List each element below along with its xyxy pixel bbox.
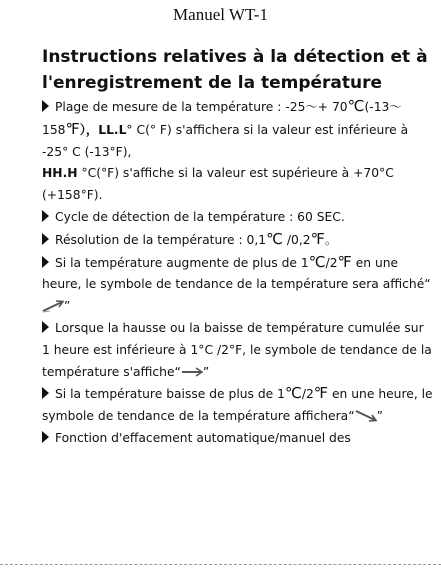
trend-steady-icon [181, 365, 203, 379]
bullet-triangle-icon [42, 321, 49, 333]
page-bottom-rule [0, 564, 441, 565]
bullet-triangle-icon [42, 256, 49, 268]
paragraph-detection-cycle: Cycle de détection de la température : 60 SEC. [42, 207, 434, 229]
document-header: Manuel WT-1 [173, 5, 268, 24]
bullet-triangle-icon [42, 233, 49, 245]
bullet-triangle-icon [42, 210, 49, 222]
paragraph-trend-up: Si la température augmente de plus de 1℃/2℉ en une heure, le symbole de tendance de la température sera affiché“ ” [42, 252, 431, 314]
bullet-triangle-icon [42, 100, 49, 112]
paragraph-measure-range: Plage de mesure de la température : -25～+ 70℃(-13～ 158℉），LL.L° C(° F) s'affichera si la valeur est inférieure à -25° C (-13°F), [42, 97, 409, 159]
trend-up-icon [42, 299, 64, 313]
paragraph-high-value: HH.H °C(°F) s'affiche si la valeur est supérieure à +70°C (+158°F). [42, 166, 394, 203]
paragraph-resolution: Résolution de la température : 0,1℃ /0,2℉。 [42, 229, 434, 252]
paragraph-auto-clear: Fonction d'effacement automatique/manuel des [42, 428, 434, 450]
section-title: Instructions relatives à la détection et à l'enregistrement de la température [42, 47, 428, 93]
paragraph-trend-down: Si la température baisse de plus de 1℃/2℉ en une heure, le symbole de tendance de la température affichera“ ” [42, 384, 433, 424]
instructions-body [42, 96, 434, 450]
paragraph-trend-steady: Lorsque la hausse ou la baisse de température cumulée sur 1 heure est inférieure à 1°C /2°F, le symbole de tendance de la température s'affiche“ ” [42, 320, 432, 379]
trend-down-icon [355, 409, 377, 423]
bullet-triangle-icon [42, 387, 49, 399]
bullet-triangle-icon [42, 431, 49, 443]
